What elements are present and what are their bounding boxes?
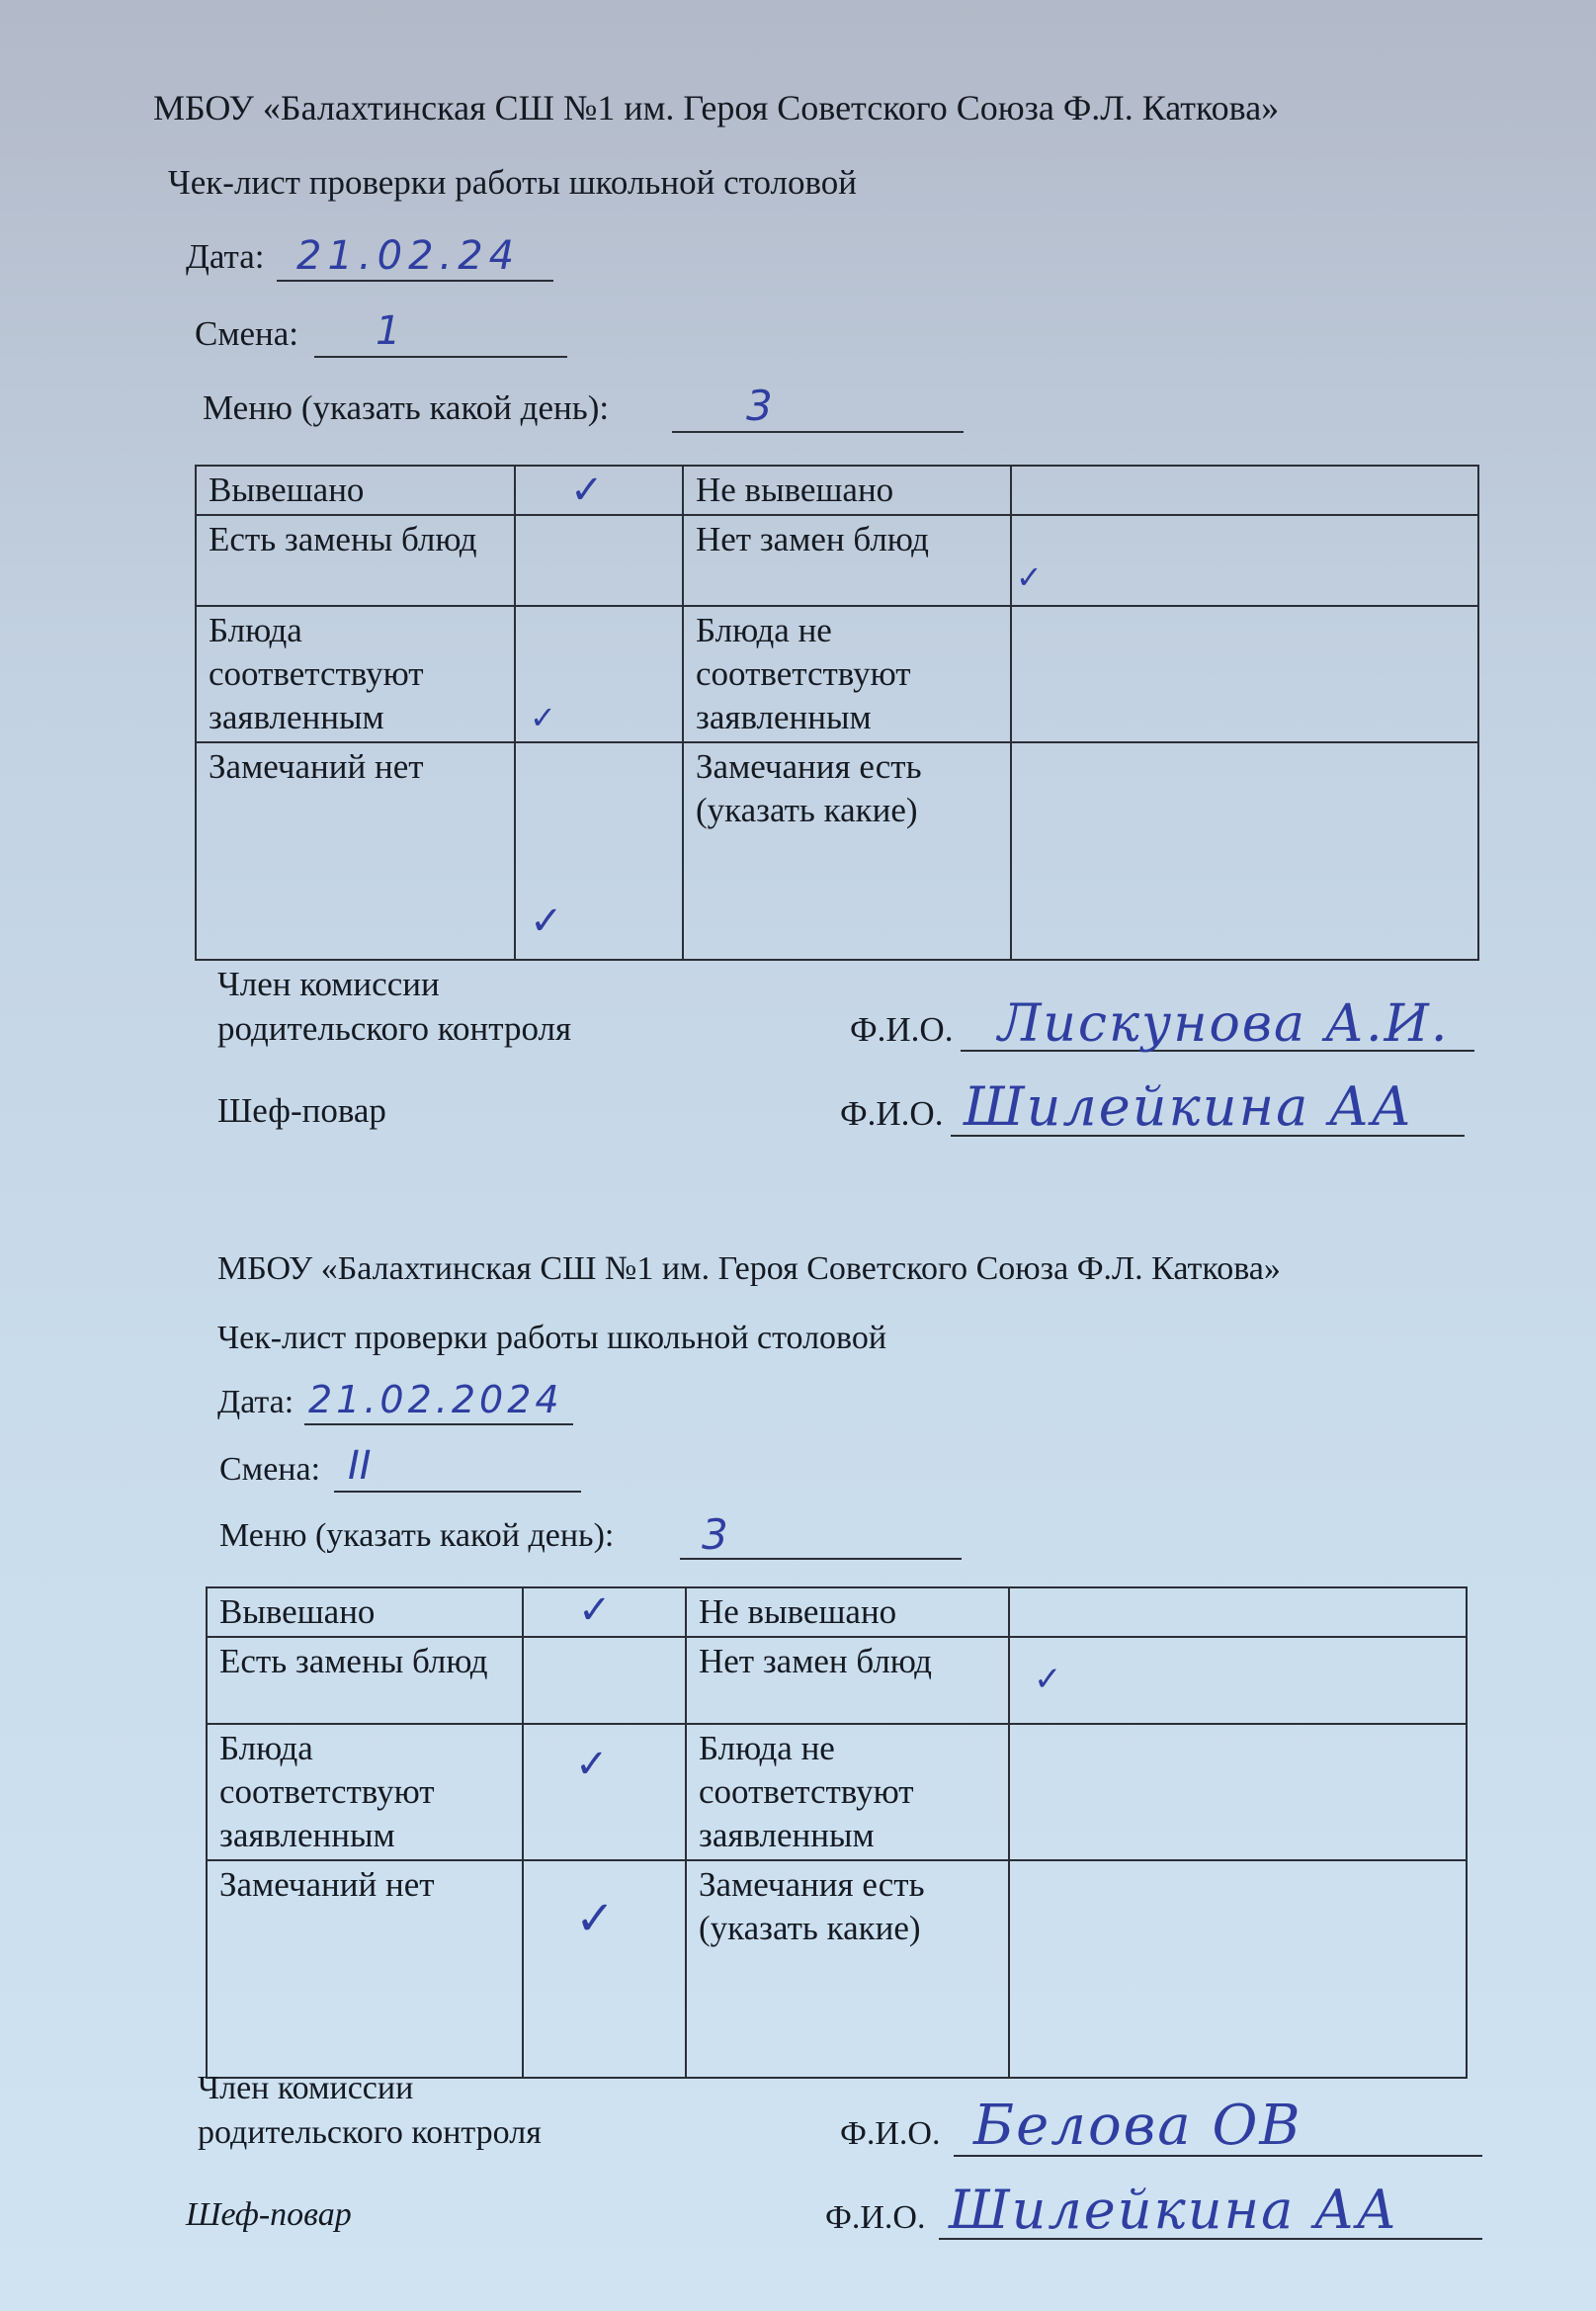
chef-label: Шеф-повар xyxy=(186,2196,352,2233)
check-cell xyxy=(515,515,683,606)
check-mark: ✓ xyxy=(578,1587,612,1633)
row-label: Есть замены блюд xyxy=(207,1637,523,1724)
date-line xyxy=(304,1423,573,1425)
commission-label: Член комиссии родительского контроля xyxy=(217,965,572,1048)
menu-label: Меню (указать какой день): xyxy=(219,1517,615,1554)
check-cell xyxy=(523,1724,686,1860)
row-label: Вывешано xyxy=(207,1587,523,1637)
table-row xyxy=(196,606,1478,742)
check-cell xyxy=(523,1637,686,1724)
check-cell xyxy=(515,606,683,742)
shift-line xyxy=(314,356,567,358)
fio-label: Ф.И.О. xyxy=(825,2199,926,2236)
menu-label: Меню (указать какой день): xyxy=(203,388,610,427)
shift-line xyxy=(334,1491,581,1493)
row-label: Блюда соответствуют заявленным xyxy=(207,1724,523,1860)
check-mark: ✓ xyxy=(530,699,556,736)
date-label: Дата: xyxy=(186,237,265,276)
commission-signature: Белова ОВ xyxy=(973,2094,1302,2158)
shift-value: II xyxy=(348,1443,372,1489)
check-mark: ✓ xyxy=(575,1891,616,1946)
check-mark: ✓ xyxy=(530,899,563,944)
date-label: Дата: xyxy=(217,1384,294,1420)
shift-label: Смена: xyxy=(195,314,299,353)
date-line xyxy=(277,280,553,282)
checklist-table xyxy=(195,465,1479,961)
fio-label: Ф.И.О. xyxy=(850,1010,954,1049)
check-cell xyxy=(515,466,683,515)
check-cell xyxy=(1009,1724,1467,1860)
row-label: Блюда не соответствуют заявленным xyxy=(683,606,1011,742)
row-label: Не вывешано xyxy=(683,466,1011,515)
check-cell xyxy=(1011,742,1478,960)
check-mark: ✓ xyxy=(1016,558,1043,596)
row-label: Замечаний нет xyxy=(207,1860,523,2078)
school-name: МБОУ «Балахтинская СШ №1 им. Героя Советского Союза Ф.Л. Каткова» xyxy=(153,88,1280,128)
row-label: Замечания есть (указать какие) xyxy=(686,1860,1009,2078)
form-title: Чек-лист проверки работы школьной столовой xyxy=(168,163,857,202)
check-cell xyxy=(1011,515,1478,606)
row-label: Нет замен блюд xyxy=(686,1637,1009,1724)
row-label: Вывешано xyxy=(196,466,515,515)
check-cell xyxy=(1009,1637,1467,1724)
date-value: 21.02.24 xyxy=(296,233,521,279)
check-mark: ✓ xyxy=(575,1742,609,1787)
commission-signature: Лискунова А.И. xyxy=(998,994,1450,1054)
table-row xyxy=(207,1637,1467,1724)
row-label: Замечаний нет xyxy=(196,742,515,960)
row-label: Блюда не соответствуют заявленным xyxy=(686,1724,1009,1860)
menu-value: 3 xyxy=(702,1510,728,1559)
check-cell xyxy=(1009,1587,1467,1637)
row-label: Нет замен блюд xyxy=(683,515,1011,606)
table-row xyxy=(196,466,1478,515)
check-cell xyxy=(1009,1860,1467,2078)
check-mark: ✓ xyxy=(570,468,604,513)
date-value: 21.02.2024 xyxy=(308,1378,563,1421)
table-row xyxy=(207,1724,1467,1860)
check-cell xyxy=(515,742,683,960)
fio-label: Ф.И.О. xyxy=(840,1094,944,1133)
table-row xyxy=(196,515,1478,606)
table-row xyxy=(196,742,1478,960)
check-cell xyxy=(523,1587,686,1637)
table-row xyxy=(207,1860,1467,2078)
chef-label: Шеф-повар xyxy=(217,1091,386,1130)
form-title: Чек-лист проверки работы школьной столовой xyxy=(217,1320,887,1356)
commission-label: Член комиссии родительского контроля xyxy=(198,2070,542,2151)
check-cell xyxy=(523,1860,686,2078)
row-label: Не вывешано xyxy=(686,1587,1009,1637)
table-row xyxy=(207,1587,1467,1637)
shift-value: 1 xyxy=(376,308,401,354)
fio-label: Ф.И.О. xyxy=(840,2115,941,2152)
chef-signature: Шилейкина АА xyxy=(949,2179,1399,2241)
shift-label: Смена: xyxy=(219,1451,321,1488)
chef-signature: Шилейкина АА xyxy=(964,1075,1414,1138)
school-name: МБОУ «Балахтинская СШ №1 им. Героя Советского Союза Ф.Л. Каткова» xyxy=(217,1250,1281,1287)
check-cell xyxy=(1011,466,1478,515)
checklist-table xyxy=(206,1586,1468,2079)
row-label: Блюда соответствуют заявленным xyxy=(196,606,515,742)
check-cell xyxy=(1011,606,1478,742)
row-label: Есть замены блюд xyxy=(196,515,515,606)
menu-line xyxy=(672,431,964,433)
menu-value: 3 xyxy=(746,382,773,430)
check-mark: ✓ xyxy=(1034,1660,1062,1699)
row-label: Замечания есть (указать какие) xyxy=(683,742,1011,960)
